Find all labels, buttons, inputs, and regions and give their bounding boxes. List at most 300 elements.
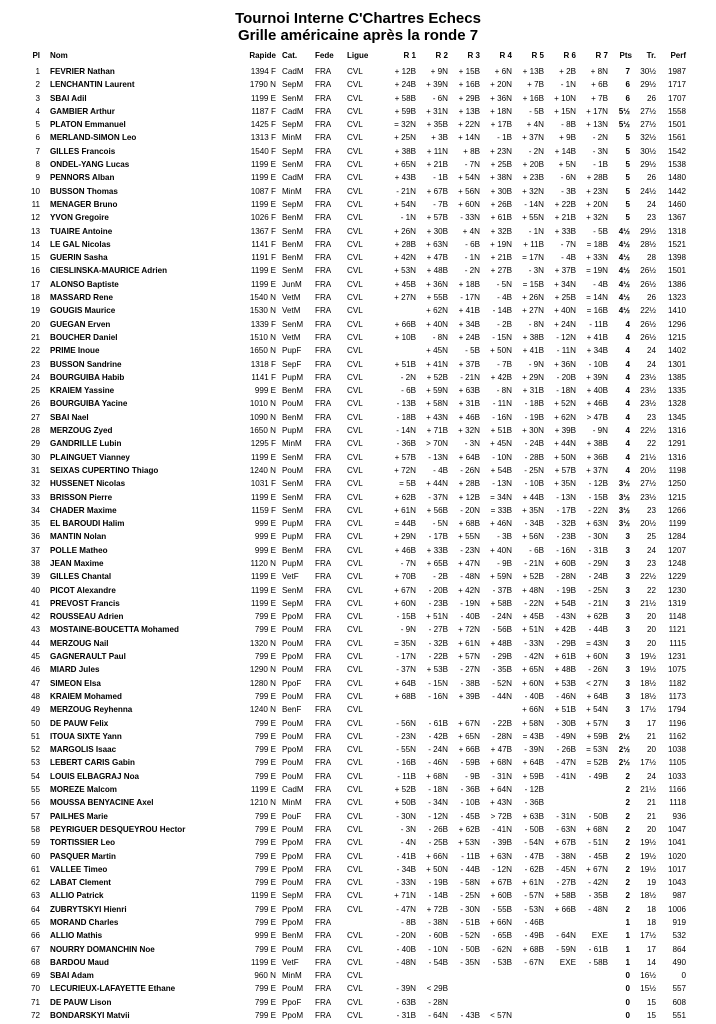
player-rating: 1240 N (249, 465, 276, 475)
player-tiebreak: 14 (646, 957, 656, 967)
table-row (0, 371, 716, 384)
round-6-result: - 18N (556, 386, 576, 396)
round-5-result: - 33N (524, 638, 544, 648)
round-3-result: - 25N (460, 891, 480, 901)
round-3-result: - 19N (460, 598, 480, 608)
round-4-result: + 40N (490, 545, 512, 555)
player-tiebreak: 26 (646, 173, 656, 183)
player-rank: 69 (30, 971, 40, 981)
player-league: CVL (347, 585, 363, 595)
round-7-result: - 22N (588, 505, 608, 515)
player-federation: FRA (315, 160, 332, 170)
player-league: CVL (347, 505, 363, 515)
round-1-result: + 25N (394, 133, 416, 143)
player-league: CVL (347, 293, 363, 303)
round-4-result: - 24N (492, 612, 512, 622)
player-category: SenM (282, 319, 304, 329)
player-category: PpoM (282, 851, 304, 861)
player-points: 2 (625, 838, 630, 848)
player-rating: 1199 E (250, 93, 276, 103)
round-5-result: + 16B (522, 93, 544, 103)
player-name: MOUSSA BENYACINE Axel (50, 798, 154, 808)
round-7-result: - 29N (588, 558, 608, 568)
player-league: CVL (347, 426, 363, 436)
player-league: CVL (347, 745, 363, 755)
player-performance: 1301 (667, 359, 686, 369)
round-5-result: - 67N (524, 957, 544, 967)
round-1-result: + 26N (394, 226, 416, 236)
table-row (0, 105, 716, 118)
round-5-result: + 59B (522, 771, 544, 781)
player-tiebreak: 28 (646, 253, 656, 263)
round-3-result: - 26N (460, 465, 480, 475)
round-7-result: = 14N (586, 293, 608, 303)
player-performance: 936 (672, 811, 686, 821)
round-5-result: - 54N (524, 838, 544, 848)
player-league: CVL (347, 931, 363, 941)
round-6-result: + 66B (554, 904, 576, 914)
round-3-result: + 34B (458, 319, 480, 329)
player-rank: 45 (30, 652, 40, 662)
round-1-result: + 68B (394, 691, 416, 701)
player-performance: 1316 (667, 426, 686, 436)
player-tiebreak: 22 (646, 439, 656, 449)
round-1-result: + 65N (394, 160, 416, 170)
player-league: CVL (347, 758, 363, 768)
player-points: 2 (625, 878, 630, 888)
player-federation: FRA (315, 957, 332, 967)
round-2-result: + 65B (426, 558, 448, 568)
round-1-result: - 15B (396, 612, 416, 622)
table-row (0, 996, 716, 1009)
round-6-result: + 39B (554, 426, 576, 436)
round-3-result: - 9B (465, 771, 480, 781)
round-6-result: - 29B (556, 638, 576, 648)
round-5-result: - 2N (528, 146, 544, 156)
player-name: GOUGIS Maurice (50, 306, 116, 316)
round-5-result: - 50B (524, 824, 544, 834)
player-tiebreak: 17 (646, 944, 656, 954)
table-row (0, 517, 716, 530)
player-performance: 1410 (667, 306, 686, 316)
player-rating: 799 E (254, 691, 276, 701)
player-league: CVL (347, 851, 363, 861)
round-4-result: > 72B (490, 811, 512, 821)
player-federation: FRA (315, 213, 332, 223)
round-4-result: - 2B (497, 319, 512, 329)
table-row (0, 304, 716, 317)
player-rating: 799 E (254, 718, 276, 728)
round-7-result: - 35B (588, 891, 608, 901)
round-3-result: + 72N (458, 625, 480, 635)
table-row (0, 477, 716, 490)
player-tiebreak: 27½ (640, 120, 656, 130)
round-7-result: = 16B (586, 306, 608, 316)
player-rank: 47 (30, 678, 40, 688)
round-7-result: + 36B (586, 452, 608, 462)
player-federation: FRA (315, 971, 332, 981)
player-rank: 55 (30, 785, 40, 795)
table-row (0, 158, 716, 171)
round-3-result: - 58N (460, 878, 480, 888)
player-performance: 1987 (667, 67, 686, 76)
player-points: 2 (625, 771, 630, 781)
player-rating: 1199 E (250, 957, 276, 967)
player-rating: 1199 E (250, 785, 276, 795)
round-1-result: + 51B (394, 359, 416, 369)
player-rating: 799 E (254, 838, 276, 848)
round-1-result: + 43B (394, 173, 416, 183)
round-7-result: EXE (591, 931, 608, 941)
round-6-result: - 7N (560, 239, 576, 249)
round-4-result: - 10N (492, 452, 512, 462)
round-3-result: + 68B (458, 519, 480, 529)
round-5-result: + 58N (522, 718, 544, 728)
player-name: DE PAUW Felix (50, 718, 109, 728)
player-category: VetF (282, 957, 299, 967)
round-5-result: - 28B (524, 452, 544, 462)
round-1-result: = 5B (399, 479, 416, 489)
round-7-result: - 9N (592, 426, 608, 436)
round-4-result: - 56B (492, 625, 512, 635)
player-tiebreak: 29½ (640, 226, 656, 236)
player-performance: 1460 (667, 199, 686, 209)
player-performance: 1006 (667, 904, 686, 914)
round-4-result: - 44N (492, 691, 512, 701)
round-7-result: + 63N (586, 519, 608, 529)
round-7-result: - 12B (588, 479, 608, 489)
round-6-result: + 14B (554, 146, 576, 156)
player-tiebreak: 18½ (640, 678, 656, 688)
player-category: PouM (282, 824, 304, 834)
round-3-result: - 33N (460, 213, 480, 223)
player-league: CVL (347, 146, 363, 156)
player-performance: 1335 (667, 386, 686, 396)
round-1-result: - 20N (396, 931, 416, 941)
player-name: TORTISSIER Leo (50, 838, 116, 848)
round-4-result: - 13N (492, 479, 512, 489)
player-rating: 1650 N (249, 346, 276, 356)
player-rank: 7 (35, 146, 40, 156)
player-name: MASSARD Rene (50, 293, 113, 303)
header-rapide: Rapide (249, 51, 276, 60)
round-2-result: + 43N (426, 412, 448, 422)
player-name: CHADER Maxime (50, 505, 117, 515)
table-row (0, 690, 716, 703)
table-row (0, 756, 716, 769)
round-6-result: + 61B (554, 652, 576, 662)
round-7-result: - 15B (588, 492, 608, 502)
round-1-result: - 30N (396, 811, 416, 821)
player-rank: 22 (30, 346, 40, 356)
player-name: LENCHANTIN Laurent (50, 80, 135, 90)
round-2-result: - 42B (428, 731, 448, 741)
player-performance: 532 (672, 931, 686, 941)
player-category: PpoF (282, 678, 302, 688)
player-category: PpoM (282, 1011, 304, 1021)
player-rating: 799 E (254, 652, 276, 662)
player-points: 4 (625, 465, 630, 475)
player-rank: 38 (30, 558, 40, 568)
player-name: ALLIO Mathis (50, 931, 103, 941)
table-row (0, 597, 716, 610)
round-3-result: - 27N (460, 665, 480, 675)
player-rank: 23 (30, 359, 40, 369)
player-category: PupM (282, 558, 304, 568)
player-tiebreak: 24 (646, 771, 656, 781)
player-points: 1 (625, 944, 630, 954)
round-4-result: - 62N (492, 944, 512, 954)
round-2-result: + 9N (430, 67, 448, 76)
round-6-result: + 62N (554, 412, 576, 422)
round-7-result: + 62B (586, 612, 608, 622)
player-points: 2 (625, 811, 630, 821)
round-7-result: - 50B (588, 811, 608, 821)
table-header (0, 51, 716, 63)
round-6-result: - 41N (556, 771, 576, 781)
player-name: KRAIEM Yassine (50, 386, 115, 396)
round-3-result: + 22N (458, 120, 480, 130)
player-federation: FRA (315, 146, 332, 156)
round-1-result: - 39N (396, 984, 416, 994)
player-category: PupM (282, 426, 304, 436)
round-7-result: + 67N (586, 864, 608, 874)
round-7-result: < 27N (586, 678, 608, 688)
round-6-result: + 25B (554, 293, 576, 303)
round-2-result: + 41N (426, 359, 448, 369)
player-tiebreak: 22 (646, 585, 656, 595)
round-2-result: + 72B (426, 904, 448, 914)
round-4-result: - 31N (492, 771, 512, 781)
player-rating: 1510 N (249, 332, 276, 342)
player-league: CVL (347, 492, 363, 502)
round-1-result: + 66B (394, 319, 416, 329)
round-1-result: + 24B (394, 80, 416, 90)
round-2-result: + 52B (426, 372, 448, 382)
player-tiebreak: 24 (646, 199, 656, 209)
round-2-result: + 33B (426, 545, 448, 555)
player-name: PLATON Emmanuel (50, 120, 126, 130)
round-3-result: + 61N (458, 638, 480, 648)
player-name: JEAN Maxime (50, 558, 104, 568)
player-points: 5 (625, 199, 630, 209)
player-name: YVON Gregoire (50, 213, 109, 223)
player-name: LOUIS ELBAGRAJ Noa (50, 771, 140, 781)
round-6-result: - 26B (556, 745, 576, 755)
player-performance: 1266 (667, 505, 686, 515)
player-category: CadM (282, 106, 304, 116)
round-2-result: + 3B (431, 133, 448, 143)
round-2-result: + 62N (426, 306, 448, 316)
round-3-result: + 47N (458, 558, 480, 568)
round-3-result: + 15B (458, 67, 480, 76)
round-3-result: + 53N (458, 838, 480, 848)
round-4-result: + 32B (490, 226, 512, 236)
table-row (0, 770, 716, 783)
round-4-result: + 47B (490, 745, 512, 755)
player-points: 4½ (618, 279, 630, 289)
player-rank: 42 (30, 612, 40, 622)
player-league: CVL (347, 199, 363, 209)
header-ligue: Ligue (347, 51, 369, 60)
round-2-result: + 68N (426, 771, 448, 781)
table-row (0, 969, 716, 982)
round-7-result: + 38B (586, 439, 608, 449)
player-performance: 1328 (667, 399, 686, 409)
round-2-result: + 56B (426, 505, 448, 515)
table-row (0, 1009, 716, 1022)
player-category: PupF (282, 346, 302, 356)
round-1-result: = 32N (394, 120, 416, 130)
player-federation: FRA (315, 691, 332, 701)
player-name: PICOT Alexandre (50, 585, 116, 595)
round-4-result: + 25B (490, 160, 512, 170)
player-points: 2 (625, 798, 630, 808)
player-category: PouM (282, 878, 304, 888)
player-federation: FRA (315, 745, 332, 755)
player-points: 0 (625, 1011, 630, 1021)
round-2-result: - 54B (428, 957, 448, 967)
table-row (0, 211, 716, 224)
round-1-result: - 11B (397, 771, 416, 781)
player-league: CVL (347, 785, 363, 795)
round-5-result: + 52B (522, 572, 544, 582)
round-4-result: - 15N (492, 332, 512, 342)
round-3-result: - 35N (460, 957, 480, 967)
round-2-result: - 16N (428, 691, 448, 701)
player-points: 2 (625, 785, 630, 795)
player-points: 2 (625, 864, 630, 874)
player-tiebreak: 19½ (640, 864, 656, 874)
player-federation: FRA (315, 120, 332, 130)
player-category: SenM (282, 93, 304, 103)
player-points: 0 (625, 997, 630, 1007)
player-rank: 48 (30, 691, 40, 701)
player-tiebreak: 23 (646, 412, 656, 422)
player-rating: 1425 F (250, 120, 276, 130)
player-category: VetM (282, 332, 301, 342)
round-3-result: - 40B (460, 612, 480, 622)
player-points: 3½ (618, 519, 630, 529)
player-tiebreak: 26 (646, 293, 656, 303)
round-2-result: - 12N (428, 811, 448, 821)
player-category: MinM (282, 439, 302, 449)
table-row (0, 358, 716, 371)
player-league: CVL (347, 120, 363, 130)
player-performance: 1033 (667, 771, 686, 781)
player-federation: FRA (315, 997, 332, 1007)
player-points: 5½ (618, 120, 630, 130)
round-6-result: - 19B (556, 585, 576, 595)
player-performance: 987 (672, 891, 686, 901)
player-name: DE PAUW Lison (50, 997, 112, 1007)
player-performance: 1318 (667, 226, 686, 236)
round-6-result: + 34N (554, 279, 576, 289)
round-7-result: - 3N (592, 146, 608, 156)
table-row (0, 92, 716, 105)
round-6-result: - 20B (556, 372, 576, 382)
player-rank: 20 (30, 319, 40, 329)
player-tiebreak: 19 (646, 878, 656, 888)
round-4-result: + 30B (490, 186, 512, 196)
table-row (0, 397, 716, 410)
round-7-result: - 5B (593, 226, 608, 236)
round-5-result: - 39N (524, 745, 544, 755)
round-3-result: - 23N (460, 545, 480, 555)
player-rank: 49 (30, 705, 40, 715)
player-points: 3½ (618, 479, 630, 489)
player-rank: 61 (30, 864, 40, 874)
table-row (0, 437, 716, 450)
player-performance: 1345 (667, 412, 686, 422)
round-2-result: + 44N (426, 479, 448, 489)
player-rating: 1339 F (250, 319, 276, 329)
round-7-result: + 8N (590, 67, 608, 76)
player-rating: 1313 F (250, 133, 276, 143)
round-3-result: + 64B (458, 452, 480, 462)
player-rank: 13 (30, 226, 40, 236)
player-rank: 27 (30, 412, 40, 422)
player-rating: 1650 N (249, 426, 276, 436)
round-6-result: - 27B (556, 878, 576, 888)
player-federation: FRA (315, 93, 332, 103)
table-row (0, 65, 716, 78)
player-rank: 64 (30, 904, 40, 914)
player-name: BUSSON Thomas (50, 186, 118, 196)
table-row (0, 943, 716, 956)
round-7-result: - 11B (589, 319, 608, 329)
round-3-result: - 1N (464, 253, 480, 263)
round-4-result: + 60B (490, 891, 512, 901)
round-1-result: + 29N (394, 532, 416, 542)
table-row (0, 743, 716, 756)
table-row (0, 318, 716, 331)
player-federation: FRA (315, 372, 332, 382)
round-1-result: + 72N (394, 465, 416, 475)
round-2-result: - 23B (428, 598, 448, 608)
player-tiebreak: 21½ (640, 598, 656, 608)
player-performance: 1215 (667, 332, 686, 342)
round-7-result: + 64B (586, 691, 608, 701)
player-category: BenM (282, 412, 304, 422)
player-performance: 1196 (668, 718, 686, 728)
player-federation: FRA (315, 426, 332, 436)
player-performance: 1041 (667, 838, 686, 848)
player-category: SenM (282, 492, 304, 502)
player-performance: 1316 (667, 452, 686, 462)
player-performance: 1501 (667, 120, 686, 130)
player-tiebreak: 24 (646, 359, 656, 369)
round-4-result: + 51B (490, 426, 512, 436)
player-league: CVL (347, 705, 363, 715)
player-points: 5 (625, 133, 630, 143)
round-1-result: - 4N (400, 838, 416, 848)
round-5-result: + 32N (522, 186, 544, 196)
player-rank: 14 (30, 239, 40, 249)
player-performance: 1367 (667, 213, 686, 223)
round-5-result: + 66N (522, 705, 544, 715)
round-4-result: - 12N (492, 864, 512, 874)
round-4-result: - 39B (492, 838, 512, 848)
player-rank: 2 (35, 80, 40, 90)
player-rank: 50 (30, 718, 40, 728)
round-7-result: + 37N (586, 465, 608, 475)
player-rating: 799 E (254, 771, 276, 781)
player-league: CVL (347, 864, 363, 874)
player-category: SepF (282, 359, 302, 369)
round-5-result: - 12B (524, 785, 544, 795)
player-rating: 1320 N (249, 638, 276, 648)
